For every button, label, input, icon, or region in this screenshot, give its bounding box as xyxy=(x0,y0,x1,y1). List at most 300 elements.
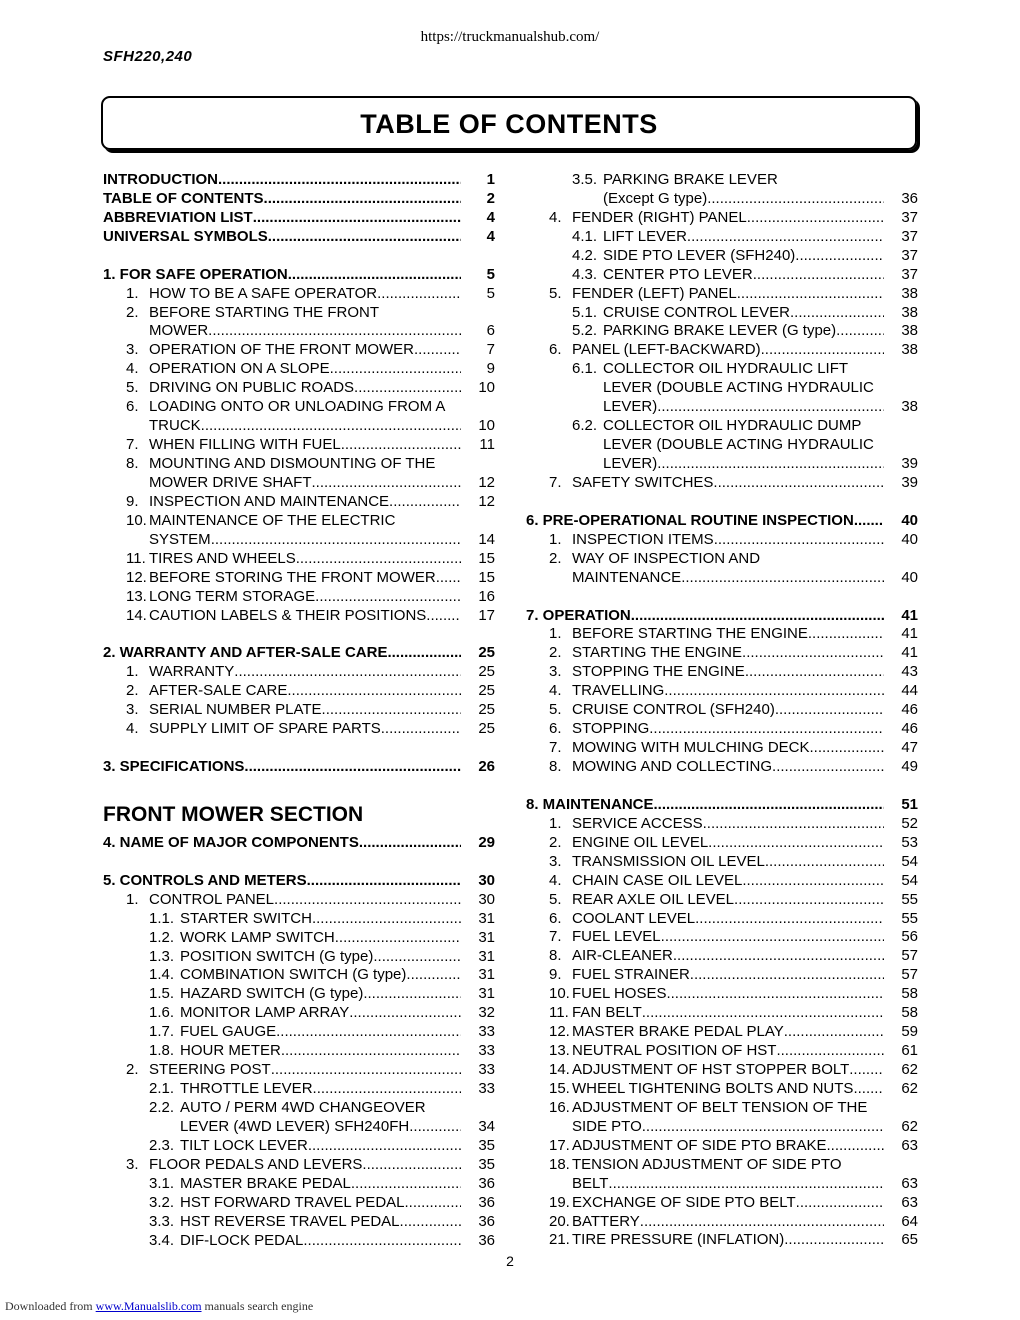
toc-entry-number: 8. xyxy=(126,455,139,473)
toc-entry-page: 63 xyxy=(901,1193,918,1211)
toc-entry-page: 43 xyxy=(901,663,918,681)
toc-entry-page: 9 xyxy=(486,360,495,378)
toc-entry-number: 2. xyxy=(126,682,139,700)
toc-entry-page: 62 xyxy=(901,1061,918,1079)
toc-entry-number: 14. xyxy=(126,606,147,624)
toc-entry-title: FUEL GAUGE xyxy=(180,1023,277,1041)
toc-entry-page: 39 xyxy=(901,455,918,473)
toc-entry-number: 11. xyxy=(126,549,146,567)
toc-leader-dots xyxy=(681,569,884,588)
toc-entry-title: LIFT LEVER xyxy=(603,227,687,245)
toc-entry-number: 4. xyxy=(126,360,139,378)
toc-leader-dots xyxy=(849,1061,884,1080)
toc-entry[interactable] xyxy=(526,398,918,417)
toc-entry[interactable] xyxy=(526,1023,918,1042)
toc-entry-page: 17 xyxy=(478,606,495,624)
toc-leader-dots xyxy=(654,796,884,815)
toc-entry[interactable] xyxy=(526,834,918,853)
toc-entry-page: 29 xyxy=(478,833,495,851)
toc-entry[interactable] xyxy=(103,1137,495,1156)
toc-entry-page: 44 xyxy=(901,682,918,700)
toc-entry-title: CHAIN CASE OIL LEVEL xyxy=(572,871,743,889)
toc-entry-title: TIRES AND WHEELS xyxy=(149,549,296,567)
toc-entry-page: 32 xyxy=(478,1004,495,1022)
toc-entry[interactable] xyxy=(526,171,918,190)
toc-entry[interactable] xyxy=(526,1175,918,1194)
toc-entry-number: 10. xyxy=(549,985,570,1003)
toc-spacer xyxy=(526,777,918,796)
toc-entry[interactable] xyxy=(103,948,495,967)
toc-entry[interactable] xyxy=(103,455,495,474)
toc-entry-title: PANEL (LEFT-BACKWARD) xyxy=(572,341,761,359)
toc-entry-page: 53 xyxy=(901,833,918,851)
toc-entry[interactable] xyxy=(103,701,495,720)
toc-entry-title: CRUISE CONTROL LEVER xyxy=(603,303,790,321)
toc-entry-page: 36 xyxy=(478,1193,495,1211)
toc-entry[interactable] xyxy=(526,796,918,815)
toc-entry[interactable] xyxy=(103,1023,495,1042)
toc-entry-title: BEFORE STARTING THE ENGINE xyxy=(572,625,808,643)
toc-entry[interactable] xyxy=(526,853,918,872)
toc-entry[interactable] xyxy=(526,228,918,247)
toc-entry[interactable] xyxy=(103,1175,495,1194)
toc-entry-page: 40 xyxy=(901,530,918,548)
toc-entry-number: 1.5. xyxy=(149,985,175,1003)
toc-entry[interactable] xyxy=(526,1137,918,1156)
toc-entry-title: NEUTRAL POSITION OF HST xyxy=(572,1042,777,1060)
toc-entry-page: 11 xyxy=(479,436,495,454)
toc-entry-title: STOPPING xyxy=(572,720,650,738)
toc-entry-title: EXCHANGE OF SIDE PTO BELT xyxy=(572,1193,796,1211)
toc-entry-number: 4.3. xyxy=(572,265,598,283)
toc-entry[interactable] xyxy=(526,929,918,948)
toc-entry-number: 7. xyxy=(549,928,562,946)
toc-entry-page: 34 xyxy=(478,1117,495,1135)
toc-leader-dots xyxy=(708,834,884,853)
toc-entry[interactable] xyxy=(103,569,495,588)
toc-entry-number: 5. xyxy=(549,890,562,908)
toc-entry-number: 2.3. xyxy=(149,1136,175,1154)
toc-entry-number: 2. xyxy=(549,833,562,851)
toc-leader-dots xyxy=(666,985,884,1004)
toc-entry-title: MOWER xyxy=(149,322,209,340)
toc-leader-dots xyxy=(296,550,461,569)
toc-entry[interactable] xyxy=(526,1004,918,1023)
toc-entry-page: 54 xyxy=(901,871,918,889)
toc-entry-page: 55 xyxy=(901,909,918,927)
toc-leader-dots xyxy=(713,474,884,493)
toc-entry[interactable] xyxy=(103,891,495,910)
toc-entry[interactable] xyxy=(103,171,495,190)
toc-leader-dots xyxy=(734,891,884,910)
toc-leader-dots xyxy=(312,474,461,493)
toc-leader-dots xyxy=(631,607,884,626)
toc-entry-title: FUEL STRAINER xyxy=(572,966,690,984)
toc-entry-number: 1.8. xyxy=(149,1042,175,1060)
toc-entry[interactable] xyxy=(526,607,918,626)
toc-leader-dots xyxy=(409,1118,461,1137)
toc-entry[interactable] xyxy=(103,910,495,929)
toc-entry[interactable] xyxy=(526,341,918,360)
toc-entry[interactable] xyxy=(526,417,918,436)
toc-entry-title: MOWING AND COLLECTING xyxy=(572,758,773,776)
toc-entry[interactable] xyxy=(526,1213,918,1232)
toc-entry-page: 15 xyxy=(478,549,495,567)
toc-entry-title: SAFETY SWITCHES xyxy=(572,473,714,491)
toc-entry[interactable] xyxy=(526,266,918,285)
toc-entry[interactable] xyxy=(103,1213,495,1232)
toc-entry-number: 3.5. xyxy=(572,170,598,188)
toc-entry-page: 38 xyxy=(901,398,918,416)
toc-entry-title: COLLECTOR OIL HYDRAULIC DUMP xyxy=(603,417,862,435)
toc-entry[interactable] xyxy=(103,758,495,777)
toc-entry-title: TRUCK xyxy=(149,417,201,435)
toc-entry-page: 40 xyxy=(901,511,918,529)
toc-entry-number: 16. xyxy=(549,1098,570,1116)
toc-entry[interactable] xyxy=(526,985,918,1004)
toc-leader-dots xyxy=(208,322,461,341)
toc-entry[interactable] xyxy=(526,758,918,777)
toc-entry-title: FAN BELT xyxy=(572,1004,642,1022)
toc-entry-title: SERVICE ACCESS xyxy=(572,814,703,832)
toc-leader-dots xyxy=(714,531,884,550)
toc-entry-title: 2. WARRANTY AND AFTER-SALE CARE xyxy=(103,644,388,662)
toc-entry-page: 37 xyxy=(901,246,918,264)
toc-entry-number: 3. xyxy=(549,852,562,870)
toc-entry-number: 3.1. xyxy=(149,1174,175,1192)
toc-entry[interactable] xyxy=(526,512,918,531)
toc-entry[interactable] xyxy=(103,663,495,682)
toc-entry[interactable] xyxy=(526,550,918,569)
toc-entry[interactable] xyxy=(526,815,918,834)
toc-column-left xyxy=(103,171,495,1251)
toc-entry-title: WHEN FILLING WITH FUEL xyxy=(149,436,341,454)
toc-entry[interactable] xyxy=(103,682,495,701)
toc-entry-number: 12. xyxy=(549,1023,570,1041)
toc-entry-number: 2. xyxy=(549,549,562,567)
toc-leader-dots xyxy=(608,1175,884,1194)
toc-entry[interactable] xyxy=(103,512,495,531)
toc-entry-number: 3. xyxy=(126,701,139,719)
toc-entry[interactable] xyxy=(103,1118,495,1137)
toc-entry-page: 59 xyxy=(901,1023,918,1041)
toc-entry-title: FLOOR PEDALS AND LEVERS xyxy=(149,1155,363,1173)
toc-entry-title: SIDE PTO xyxy=(572,1117,642,1135)
toc-entry-title: MONITOR LAMP ARRAY xyxy=(180,1004,350,1022)
toc-leader-dots xyxy=(287,682,461,701)
toc-entry-page: 57 xyxy=(901,966,918,984)
toc-entry[interactable] xyxy=(103,1156,495,1175)
toc-entry[interactable] xyxy=(526,1118,918,1137)
toc-entry[interactable] xyxy=(526,910,918,929)
toc-entry[interactable] xyxy=(526,209,918,228)
toc-entry[interactable] xyxy=(526,644,918,663)
toc-entry[interactable] xyxy=(526,891,918,910)
toc-entry[interactable] xyxy=(103,967,495,986)
toc-entry-title: DRIVING ON PUBLIC ROADS xyxy=(149,379,355,397)
toc-entry-title: LEVER (DOUBLE ACTING HYDRAULIC xyxy=(603,379,874,397)
toc-leader-dots xyxy=(745,663,884,682)
toc-entry[interactable] xyxy=(103,417,495,436)
toc-column-right xyxy=(526,171,918,1250)
toc-entry[interactable] xyxy=(103,1042,495,1061)
toc-leader-dots xyxy=(218,171,461,190)
toc-entry-number: 3.2. xyxy=(149,1193,175,1211)
toc-entry-title: BEFORE STORING THE FRONT MOWER xyxy=(149,568,436,586)
toc-entry[interactable] xyxy=(526,947,918,966)
toc-entry-page: 25 xyxy=(478,701,495,719)
toc-entry[interactable] xyxy=(103,190,495,209)
toc-entry-title: 7. OPERATION xyxy=(526,606,631,624)
toc-entry[interactable] xyxy=(103,872,495,891)
toc-entry-number: 6. xyxy=(549,341,562,359)
toc-entry[interactable] xyxy=(526,701,918,720)
toc-entry[interactable] xyxy=(103,1232,495,1251)
header-url: https://truckmanualshub.com/ xyxy=(420,29,600,45)
toc-entry-title: MAINTENANCE OF THE ELECTRIC xyxy=(149,511,396,529)
toc-entry-page: 65 xyxy=(901,1231,918,1249)
toc-entry[interactable] xyxy=(103,379,495,398)
toc-entry-page: 58 xyxy=(901,985,918,1003)
toc-leader-dots xyxy=(322,701,461,720)
toc-leader-dots xyxy=(387,644,461,663)
toc-entry-page: 38 xyxy=(901,322,918,340)
toc-entry-page: 33 xyxy=(478,1023,495,1041)
toc-entry-page: 52 xyxy=(901,814,918,832)
toc-entry-title: 4. NAME OF MAJOR COMPONENTS xyxy=(103,833,359,851)
toc-entry-title: ADJUSTMENT OF BELT TENSION OF THE xyxy=(572,1098,868,1116)
toc-entry[interactable] xyxy=(103,493,495,512)
toc-spacer xyxy=(103,626,495,645)
toc-entry[interactable] xyxy=(103,834,495,853)
toc-entry[interactable] xyxy=(526,663,918,682)
toc-leader-dots xyxy=(268,228,461,247)
toc-leader-dots xyxy=(703,815,884,834)
toc-entry-page: 47 xyxy=(901,739,918,757)
footer-suffix: manuals search engine xyxy=(204,1299,314,1313)
toc-entry-title: SIDE PTO LEVER (SFH240) xyxy=(603,246,796,264)
toc-entry[interactable] xyxy=(526,872,918,891)
toc-leader-dots xyxy=(808,625,884,644)
toc-entry[interactable] xyxy=(526,304,918,323)
toc-entry-title: CONTROL PANEL xyxy=(149,890,275,908)
toc-entry-title: TRAVELLING xyxy=(572,682,665,700)
toc-entry-title: HOW TO BE A SAFE OPERATOR xyxy=(149,284,378,302)
toc-entry[interactable] xyxy=(526,1061,918,1080)
toc-entry-page: 54 xyxy=(901,852,918,870)
toc-entry[interactable] xyxy=(103,228,495,247)
toc-leader-dots xyxy=(264,190,461,209)
toc-entry-number: 1.2. xyxy=(149,928,175,946)
title-box xyxy=(101,96,917,150)
toc-entry-number: 5. xyxy=(549,284,562,302)
toc-entry[interactable] xyxy=(103,360,495,379)
toc-entry-page: 14 xyxy=(478,530,495,548)
toc-entry[interactable] xyxy=(103,1099,495,1118)
toc-entry[interactable] xyxy=(103,985,495,1004)
toc-leader-dots xyxy=(784,1023,884,1042)
toc-entry[interactable] xyxy=(103,209,495,228)
toc-entry[interactable] xyxy=(526,323,918,342)
toc-entry-title: SERIAL NUMBER PLATE xyxy=(149,701,322,719)
toc-entry[interactable] xyxy=(526,1099,918,1118)
toc-leader-dots xyxy=(406,966,461,985)
toc-entry[interactable] xyxy=(103,720,495,739)
toc-entry[interactable] xyxy=(526,1194,918,1213)
toc-entry-page: 10 xyxy=(478,417,495,435)
toc-entry[interactable] xyxy=(103,1061,495,1080)
toc-leader-dots xyxy=(363,985,461,1004)
toc-entry[interactable] xyxy=(103,588,495,607)
toc-entry-page: 56 xyxy=(901,928,918,946)
toc-leader-dots xyxy=(234,663,461,682)
toc-entry-title: COOLANT LEVEL xyxy=(572,909,696,927)
toc-entry-number: 1.6. xyxy=(149,1004,175,1022)
toc-entry-number: 3. xyxy=(126,1155,139,1173)
toc-leader-dots xyxy=(673,947,884,966)
toc-entry-number: 21. xyxy=(549,1231,570,1249)
toc-entry-number: 1. xyxy=(126,890,139,908)
toc-entry-number: 1.3. xyxy=(149,947,175,965)
toc-leader-dots xyxy=(649,720,884,739)
toc-entry[interactable] xyxy=(103,644,495,663)
toc-entry[interactable] xyxy=(526,720,918,739)
toc-entry[interactable] xyxy=(526,739,918,758)
toc-leader-dots xyxy=(657,398,884,417)
footer-link[interactable]: www.Manualslib.com xyxy=(95,1299,202,1313)
toc-entry[interactable] xyxy=(103,1080,495,1099)
toc-entry[interactable] xyxy=(526,285,918,304)
toc-entry-page: 41 xyxy=(901,606,918,624)
toc-entry-number: 1. xyxy=(126,284,139,302)
toc-leader-dots xyxy=(244,758,461,777)
toc-entry-page: 4 xyxy=(486,227,495,245)
toc-entry-title: LOADING ONTO OR UNLOADING FROM A xyxy=(149,398,446,416)
toc-entry-title: FUEL HOSES xyxy=(572,985,667,1003)
toc-entry-page: 26 xyxy=(478,758,495,776)
toc-leader-dots xyxy=(810,739,885,758)
toc-entry[interactable] xyxy=(526,474,918,493)
page-title: TABLE OF CONTENTS xyxy=(360,109,658,139)
toc-entry-title: BEFORE STARTING THE FRONT xyxy=(149,303,380,321)
toc-entry-page: 36 xyxy=(901,189,918,207)
toc-leader-dots xyxy=(359,834,461,853)
toc-entry-number: 8. xyxy=(549,947,562,965)
toc-entry[interactable] xyxy=(103,1194,495,1213)
toc-entry[interactable] xyxy=(103,341,495,360)
toc-entry-title: FENDER (LEFT) PANEL xyxy=(572,284,737,302)
toc-entry[interactable] xyxy=(526,966,918,985)
toc-entry-page: 38 xyxy=(901,341,918,359)
toc-entry-page: 4 xyxy=(486,208,495,226)
toc-leader-dots xyxy=(687,228,884,247)
toc-entry-title: LEVER (DOUBLE ACTING HYDRAULIC xyxy=(603,436,874,454)
toc-entry[interactable] xyxy=(103,285,495,304)
toc-entry-title: HST REVERSE TRAVEL PEDAL xyxy=(180,1212,400,1230)
toc-leader-dots xyxy=(790,304,884,323)
toc-entry-page: 58 xyxy=(901,1004,918,1022)
toc-entry-title: 5. CONTROLS AND METERS xyxy=(103,871,307,889)
toc-leader-dots xyxy=(836,322,884,341)
toc-entry[interactable] xyxy=(526,1232,918,1251)
toc-entry-title: HAZARD SWITCH (G type) xyxy=(180,985,364,1003)
toc-entry[interactable] xyxy=(103,531,495,550)
toc-leader-dots xyxy=(201,417,461,436)
toc-entry[interactable] xyxy=(526,682,918,701)
toc-entry[interactable] xyxy=(526,1080,918,1099)
toc-entry-title: CRUISE CONTROL (SFH240) xyxy=(572,701,775,719)
toc-leader-dots xyxy=(274,891,461,910)
toc-entry-page: 7 xyxy=(486,341,495,359)
toc-leader-dots xyxy=(795,247,884,266)
toc-entry-page: 38 xyxy=(901,303,918,321)
toc-entry[interactable] xyxy=(103,436,495,455)
toc-entry[interactable] xyxy=(526,190,918,209)
toc-entry[interactable] xyxy=(526,626,918,645)
toc-entry-page: 61 xyxy=(901,1042,918,1060)
toc-entry-title: STEERING POST xyxy=(149,1061,271,1079)
toc-entry-page: 35 xyxy=(478,1136,495,1154)
toc-entry-number: 4. xyxy=(549,871,562,889)
toc-entry[interactable] xyxy=(526,1156,918,1175)
toc-entry-page: 31 xyxy=(478,985,495,1003)
toc-entry[interactable] xyxy=(103,323,495,342)
toc-entry-title: STARTING THE ENGINE xyxy=(572,644,743,662)
toc-entry-number: 1. xyxy=(126,663,139,681)
toc-entry-page: 63 xyxy=(901,1174,918,1192)
toc-entry[interactable] xyxy=(103,607,495,626)
toc-entry[interactable] xyxy=(103,1004,495,1023)
toc-entry-page: 16 xyxy=(478,587,495,605)
toc-entry[interactable] xyxy=(526,1042,918,1061)
toc-entry-number: 3.4. xyxy=(149,1231,175,1249)
toc-entry-number: 1. xyxy=(549,814,562,832)
toc-entry[interactable] xyxy=(526,436,918,455)
toc-entry[interactable] xyxy=(103,929,495,948)
toc-entry-page: 25 xyxy=(478,720,495,738)
toc-entry-page: 62 xyxy=(901,1117,918,1135)
toc-entry-number: 9. xyxy=(126,492,139,510)
toc-entry-page: 57 xyxy=(901,947,918,965)
toc-entry-title: SUPPLY LIMIT OF SPARE PARTS xyxy=(149,720,381,738)
toc-leader-dots xyxy=(436,569,461,588)
toc-entry-title: MASTER BRAKE PEDAL PLAY xyxy=(572,1023,784,1041)
toc-entry-page: 38 xyxy=(901,284,918,302)
toc-entry[interactable] xyxy=(103,266,495,285)
toc-entry[interactable] xyxy=(526,569,918,588)
toc-leader-dots xyxy=(405,1194,462,1213)
toc-entry[interactable] xyxy=(103,550,495,569)
toc-entry[interactable] xyxy=(526,379,918,398)
toc-spacer xyxy=(103,739,495,758)
toc-entry-page: 37 xyxy=(901,227,918,245)
toc-entry-title: TABLE OF CONTENTS xyxy=(103,189,264,207)
toc-entry[interactable] xyxy=(526,455,918,474)
toc-entry[interactable] xyxy=(526,531,918,550)
toc-entry-page: 37 xyxy=(901,265,918,283)
toc-entry[interactable] xyxy=(526,247,918,266)
toc-entry-number: 4. xyxy=(549,208,562,226)
toc-entry-title: LEVER) xyxy=(603,455,658,473)
toc-entry-number: 3.3. xyxy=(149,1212,175,1230)
toc-entry-title: DIF-LOCK PEDAL xyxy=(180,1231,304,1249)
toc-entry[interactable] xyxy=(526,360,918,379)
toc-entry[interactable] xyxy=(103,304,495,323)
toc-entry[interactable] xyxy=(103,474,495,493)
toc-leader-dots xyxy=(854,512,884,531)
toc-entry-title: UNIVERSAL SYMBOLS xyxy=(103,227,268,245)
toc-entry[interactable] xyxy=(103,398,495,417)
